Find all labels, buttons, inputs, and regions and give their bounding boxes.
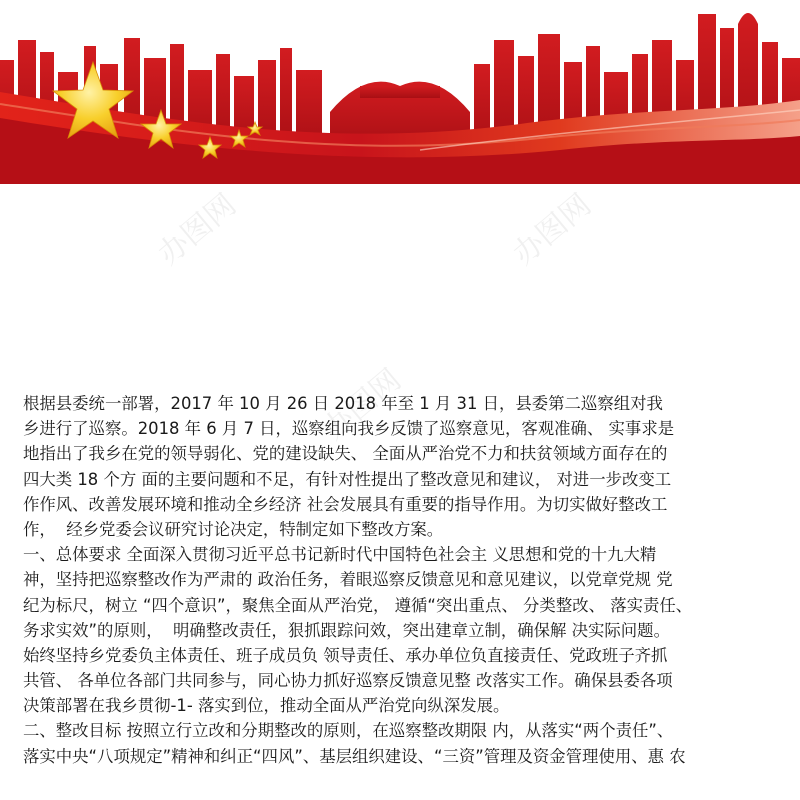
document-body: [23, 391, 783, 769]
text-line: 作， 经乡党委会议研究讨论决定，特制定如下整改方案。: [23, 519, 444, 539]
text-line: 根据县委统一部署，2017 年 10 月 26 日 2018 年至 1 月 31 日，县委第二巡察组对我: [23, 394, 663, 413]
header-banner: [0, 0, 800, 184]
watermark: 办图网: [151, 187, 243, 273]
text-line: 二、整改目标 按照立行立改和分期整改的原则，在巡察整改期限 内，从落实“两个责任”、: [23, 721, 674, 741]
text-line: 务求实效”的原则， 明确整改责任，狠抓跟踪问效，突出建章立制，确保解 决实际问题。: [23, 620, 670, 640]
text-line: 作作风、改善发展环境和推动全乡经济 社会发展具有重要的指导作用。为切实做好整改工: [23, 494, 668, 514]
text-line: 落实中央“八项规定”精神和纠正“四风”、基层组织建设、“三资”管理及资金管理使用、惠 农: [23, 746, 686, 766]
text-line: 乡进行了巡察。2018 年 6 月 7 日，巡察组向我乡反馈了巡察意见，客观准确、 实事求是: [23, 419, 675, 439]
watermark: 办图网: [316, 362, 408, 448]
text-line: 共管、 各单位各部门共同参与，同心协力抓好巡察反馈意见整 改落实工作。确保县委各项: [23, 671, 673, 691]
text-line: 一、总体要求 全面深入贯彻习近平总书记新时代中国特色社会主 义思想和党的十九大精: [23, 545, 657, 565]
text-line: 神，坚持把巡察整改作为严肃的 政治任务，着眼巡察反馈意见和意见建议，以党章党规 党: [23, 570, 673, 590]
text-line: 地指出了我乡在党的领导弱化、党的建设缺失、 全面从严治党不力和扶贫领域方面存在的: [23, 444, 668, 464]
watermark: 办图网: [506, 187, 598, 273]
text-line: 纪为标尺，树立 “四个意识”，聚焦全面从严治党， 遵循“突出重点、 分类整改、 落实责任、: [23, 595, 693, 615]
text-line: 四大类 18 个方 面的主要问题和不足，有针对性提出了整改意见和建议， 对进一步改变工: [23, 469, 672, 489]
text-line: 始终坚持乡党委负主体责任、班子成员负 领导责任、承办单位负直接责任、党政班子齐抓: [23, 645, 668, 665]
text-line: 决策部署在我乡贯彻-1- 落实到位，推动全面从严治党向纵深发展。: [23, 696, 510, 716]
